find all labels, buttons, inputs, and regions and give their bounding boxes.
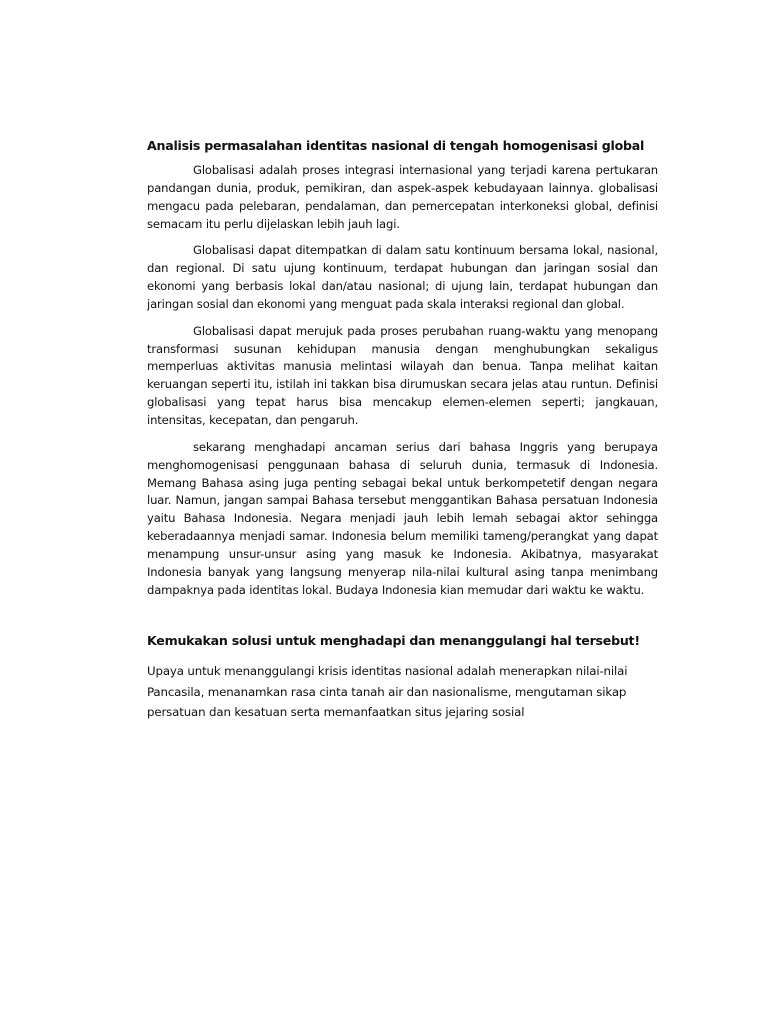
section-heading-analysis: Analisis permasalahan identitas nasional di tengah homogenisasi global [147, 138, 645, 153]
paragraph: Globalisasi adalah proses integrasi internasional yang terjadi karena pertukaran pandangan dunia, produk, pemikiran, dan aspek-aspek kebudayaan lainnya. globalisasi mengacu pada pelebaran, pendalaman, dan pemercepatan interkoneksi global, definisi semacam itu perlu dijelaskan lebih jauh lagi. [147, 163, 658, 231]
solution-answer: Upaya untuk menanggulangi krisis identitas nasional adalah menerapkan nilai-nilai Pancasila, menanamkan rasa cinta tanah air dan nasionalisme, mengutaman sikap persatuan dan kesatuan serta memanfaatkan situs jejaring sosial [147, 664, 628, 720]
paragraph: Globalisasi dapat ditempatkan di dalam satu kontinuum bersama lokal, nasional, dan regional. Di satu ujung kontinuum, terdapat hubungan dan jaringan sosial dan ekonomi yang berbasis lokal dan/atau nasional; di ujung lain, terdapat hubungan dan jaringan sosial dan ekonomi yang menguat pada skala interaksi regional dan global. [147, 243, 658, 311]
paragraph: sekarang menghadapi ancaman serius dari bahasa Inggris yang berupaya menghomogenisasi penggunaan bahasa di seluruh dunia, termasuk di Indonesia. Memang Bahasa asing juga penting sebagai bekal untuk berkompetetif dengan negara luar. Namun, jangan sampai Bahasa tersebut menggantikan Bahasa persatuan Indonesia yaitu Bahasa Indonesia. Negara menjadi jauh lebih lemah sebagai aktor sehingga keberadaannya menjadi samar. Indonesia belum memiliki tameng/perangkat yang dapat menampung unsur-unsur asing yang masuk ke Indonesia. Akibatnya, masyarakat Indonesia banyak yang langsung menyerap nila-nilai kultural asing tanpa menimbang dampaknya pada identitas lokal. Budaya Indonesia kian memudar dari waktu ke waktu. [147, 439, 658, 597]
document-body [147, 136, 658, 723]
section-heading-solution: Kemukakan solusi untuk menghadapi dan menanggulangi hal tersebut! [147, 633, 640, 649]
paragraph: Globalisasi dapat merujuk pada proses perubahan ruang-waktu yang menopang transformasi susunan kehidupan manusia dengan menghubungkan sekaligus memperluas aktivitas manusia melintasi wilayah dan benua. Tanpa melihat kaitan keruangan seperti itu, istilah ini takkan bisa dirumuskan secara jelas atau runtun. Definisi globalisasi yang tepat harus bisa mencakup elemen-elemen seperti; jangkauan, intensitas, kecepatan, dan pengaruh. [147, 323, 658, 427]
